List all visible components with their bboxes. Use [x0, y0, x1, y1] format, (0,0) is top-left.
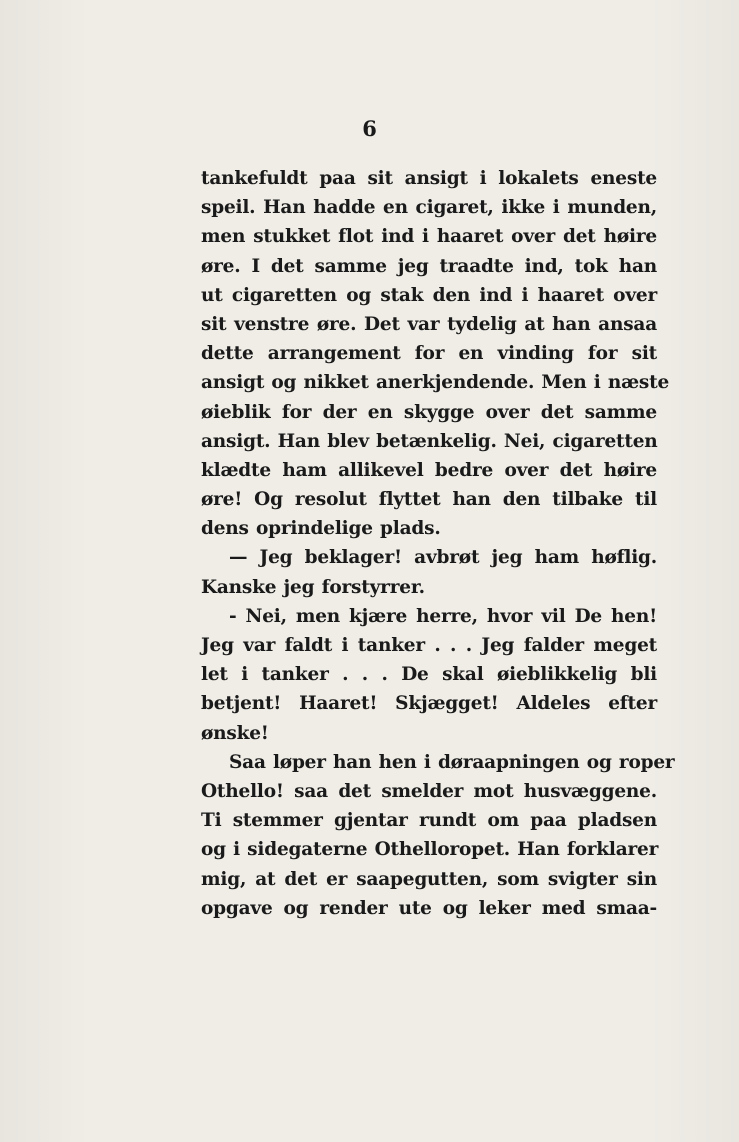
- text-line: dette arrangement for en vinding for sit: [201, 343, 657, 365]
- body-text: [201, 164, 675, 923]
- text-line: Kanske jeg forstyrrer.: [201, 576, 425, 598]
- text-line: betjent! Haaret! Skjægget! Aldeles efter: [201, 693, 657, 715]
- text-line: opgave og render ute og leker med smaa-: [201, 897, 657, 919]
- text-line: sit venstre øre. Det var tydelig at han ansaa: [201, 313, 657, 335]
- text-line: Jeg var faldt i tanker . . . Jeg falder meget: [201, 635, 657, 656]
- text-line: og i sidegaterne Othelloropet. Han forklarer: [201, 839, 659, 861]
- text-line: Ti stemmer gjentar rundt om paa pladsen: [201, 810, 657, 832]
- text-line: ansigt og nikket anerkjendende. Men i næste: [201, 372, 670, 394]
- text-line: ønske!: [201, 722, 269, 744]
- text-line: speil. Han hadde en cigaret, ikke i munden,: [201, 197, 657, 219]
- text-line: ut cigaretten og stak den ind i haaret over: [201, 284, 657, 306]
- text-line: let i tanker . . . De skal øieblikkelig bli: [201, 664, 657, 686]
- text-line: øre! Og resolut flyttet han den tilbake til: [201, 489, 657, 511]
- text-line: ansigt. Han blev betænkelig. Nei, cigaretten: [201, 430, 658, 452]
- text-line: Othello! saa det smelder mot husvæggene.: [201, 780, 657, 802]
- text-line: øre. I det samme jeg traadte ind, tok han: [201, 255, 657, 277]
- page-number: 6: [362, 116, 377, 141]
- text-line: klædte ham allikevel bedre over det høire: [201, 459, 657, 481]
- text-line: dens oprindelige plads.: [201, 518, 441, 540]
- text-line: mig, at det er saapegutten, som svigter sin: [201, 868, 657, 890]
- text-line: men stukket flot ind i haaret over det høire: [201, 226, 657, 248]
- dialogue-line: - Nei, men kjære herre, hvor vil De hen!: [229, 605, 657, 627]
- paragraph-start-line: Saa løper han hen i døraapningen og roper: [229, 751, 675, 773]
- text-line: tankefuldt paa sit ansigt i lokalets eneste: [201, 168, 657, 189]
- dialogue-line: — Jeg beklager! avbrøt jeg ham høflig.: [229, 547, 657, 569]
- text-line: øieblik for der en skygge over det samme: [201, 401, 657, 423]
